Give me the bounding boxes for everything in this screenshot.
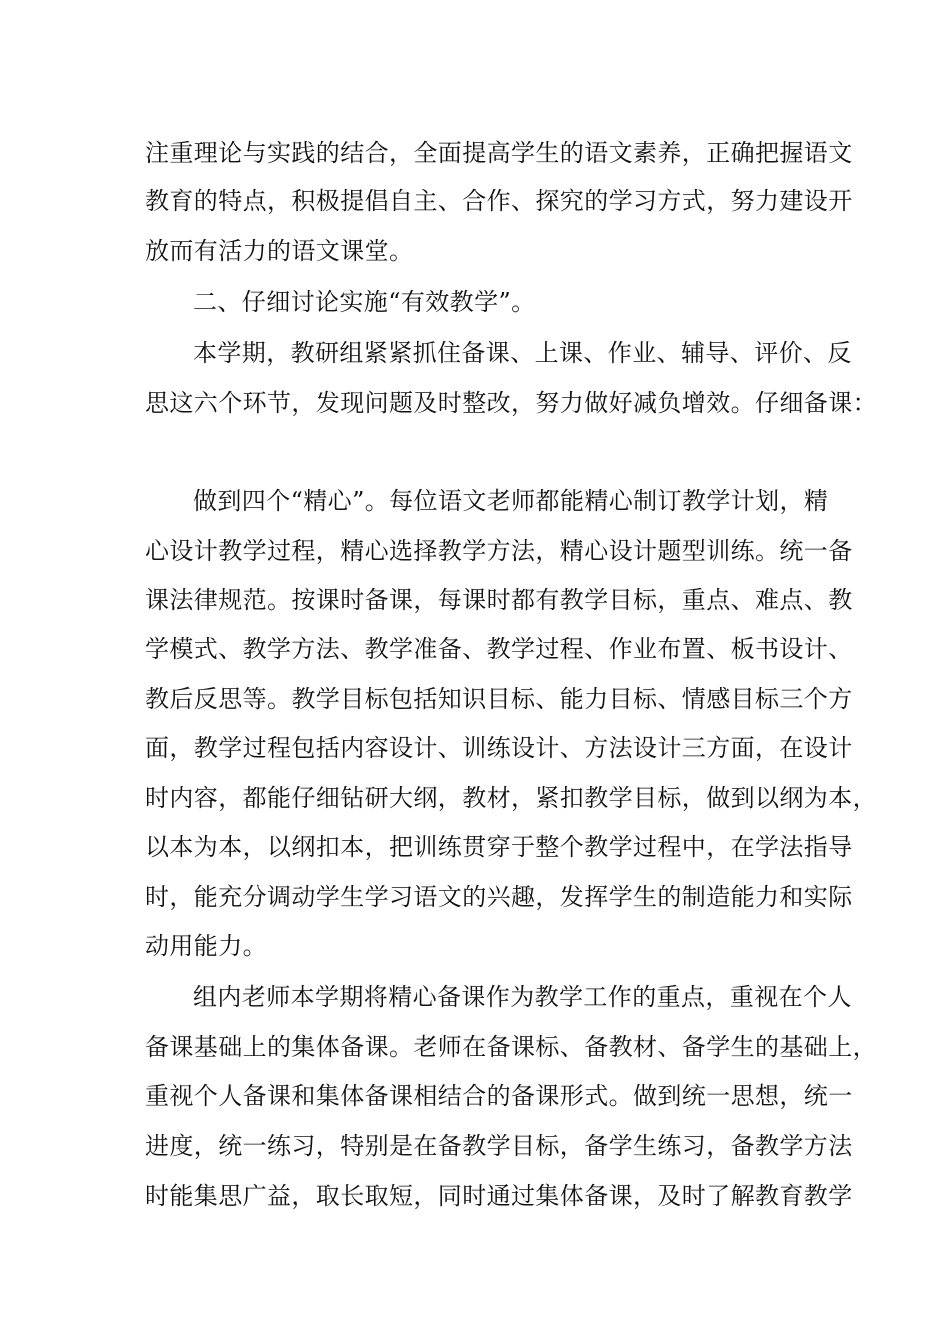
- text-line: 以本为本，以纲扣本，把训练贯穿于整个教学过程中，在学法指导: [145, 833, 853, 861]
- text-line: 注重理论与实践的结合，全面提高学生的语文素养，正确把握语文: [145, 139, 853, 167]
- text-line: 思这六个环节，发现问题及时整改，努力做好减负增效。仔细备课：: [145, 389, 877, 417]
- text-line: 学模式、教学方法、教学准备、教学过程、作业布置、板书设计、: [145, 635, 853, 663]
- text-line: 重视个人备课和集体备课相结合的备课形式。做到统一思想，统一: [145, 1082, 853, 1110]
- section-heading: 二、仔细讨论实施“有效教学”。: [193, 288, 536, 316]
- text-line: 课法律规范。按课时备课，每课时都有教学目标，重点、难点、教: [145, 586, 853, 614]
- text-line: 组内老师本学期将精心备课作为教学工作的重点，重视在个人: [193, 983, 852, 1011]
- text-line: 教后反思等。教学目标包括知识目标、能力目标、情感目标三个方: [145, 685, 853, 713]
- text-line: 教育的特点，积极提倡自主、合作、探究的学习方式，努力建设开: [145, 187, 853, 215]
- text-line: 放而有活力的语文课堂。: [145, 237, 414, 265]
- text-line: 本学期，教研组紧紧抓住备课、上课、作业、辅导、评价、反: [193, 339, 852, 367]
- text-line: 备课基础上的集体备课。老师在备课标、备教材、备学生的基础上，: [145, 1033, 877, 1061]
- text-line: 时能集思广益，取长取短，同时通过集体备课，及时了解教育教学: [145, 1182, 853, 1210]
- text-line: 面，教学过程包括内容设计、训练设计、方法设计三方面，在设计: [145, 734, 853, 762]
- text-line: 时，能充分调动学生学习语文的兴趣，发挥学生的制造能力和实际: [145, 883, 853, 911]
- text-line: 做到四个“精心”。每位语文老师都能精心制订教学计划，精: [193, 487, 829, 515]
- text-line: 时内容，都能仔细钻研大纲，教材，紧扣教学目标，做到以纲为本，: [145, 784, 877, 812]
- text-line: 进度，统一练习，特别是在备教学目标，备学生练习，备教学方法: [145, 1132, 853, 1160]
- text-line: 心设计教学过程，精心选择教学方法，精心设计题型训练。统一备: [145, 537, 853, 565]
- text-line: 动用能力。: [145, 932, 267, 960]
